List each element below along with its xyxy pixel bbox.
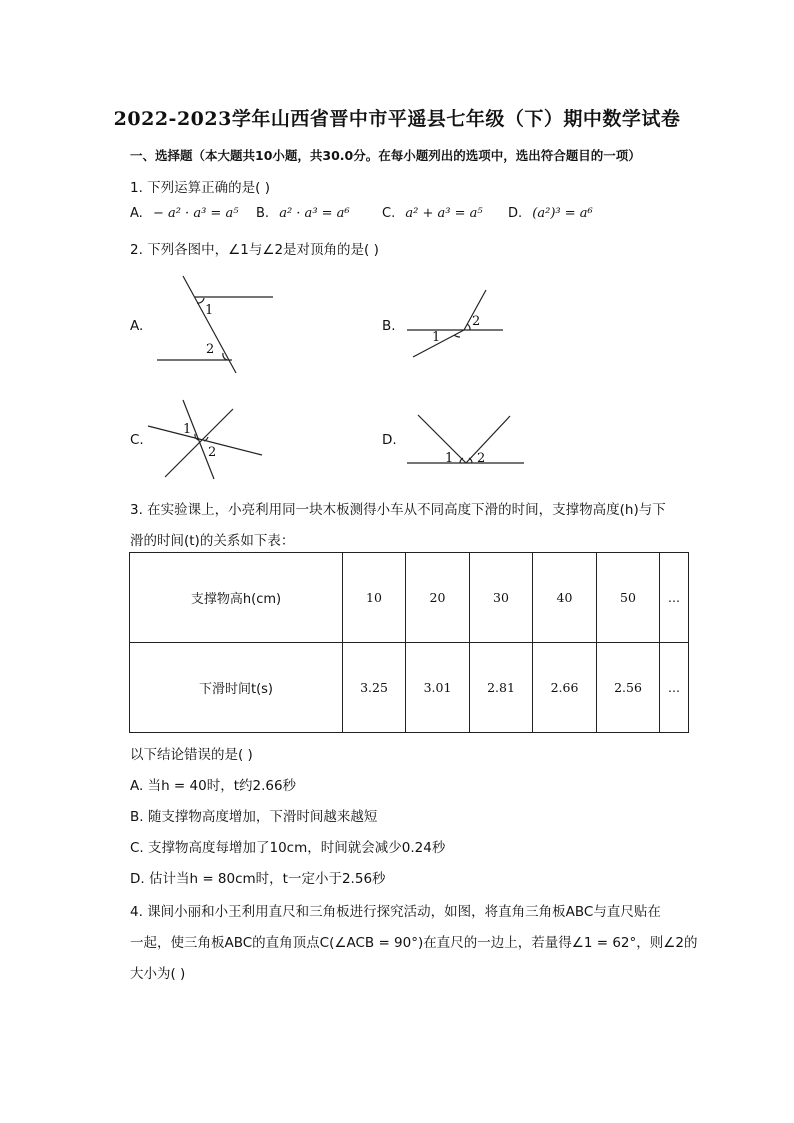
fig-c-label-2: 2 [208,445,217,460]
q1-option-b-expr: a² · a³ = a⁶ [279,206,350,221]
fig-b-label-2: 2 [472,314,481,329]
q3-question: 以下结论错误的是( ) [130,747,253,763]
fig-c-line2 [183,400,217,479]
fig-c-label-1: 1 [183,422,192,437]
row1-cell: 40 [533,553,597,643]
fig-d-label-2: 2 [477,451,486,466]
row1-header: 支撑物高h(cm) [130,553,343,643]
q2-option-c-label: C. [130,432,144,448]
row2-cell: ... [660,643,689,733]
q3-stem-line1: 3. 在实验课上，小亮利用同一块木板测得小车从不同高度下滑的时间，支撑物高度(h)与下 [130,502,666,518]
q2-stem: 2. 下列各图中，∠1与∠2是对顶角的是( ) [130,242,379,258]
row2-header: 下滑时间t(s) [130,643,343,733]
q1-option-b-letter: B. [256,206,270,221]
q3-option-a: A. 当h = 40时，t约2.66秒 [130,778,297,794]
page-title: 2022-2023学年山西省晋中市平遥县七年级（下）期中数学试卷 [113,108,681,130]
fig-c-line3 [165,409,233,477]
q4-line1: 4. 课间小丽和小王利用直尺和三角板进行探究活动，如图，将直角三角板ABC与直尺贴在 [130,904,661,920]
q2-option-a-label: A. [130,318,144,334]
fig-b-label-1: 1 [432,330,441,345]
q4-line2: 一起，使三角板ABC的直角顶点C(∠ACB = 90°)在直尺的一边上，若量得∠1 = 62°，则∠2的 [130,935,698,951]
row2-cell: 3.25 [343,643,406,733]
q2-option-b-label: B. [382,318,396,334]
q2-figures [0,0,794,500]
q1-option-c-letter: C. [382,206,396,221]
row1-cell: 50 [597,553,660,643]
fig-d-arc2 [469,458,472,463]
q3-data-table [129,552,689,733]
q1-option-a-letter: A. [130,206,143,221]
fig-d-label-1: 1 [445,451,454,466]
row1-cell: 20 [406,553,470,643]
fig-b-arc1 [454,335,460,337]
q3-option-c: C. 支撑物高度每增加了10cm，时间就会减少0.24秒 [130,840,446,856]
q1-option-c-expr: a² + a³ = a⁵ [405,206,483,221]
fig-a-label-2: 2 [206,342,215,357]
row1-cell: 10 [343,553,406,643]
fig-b-arc2 [467,324,470,330]
q1-option-a-expr: − a² · a³ = a⁵ [152,206,239,221]
q3-option-d: D. 估计当h = 80cm时，t一定小于2.56秒 [130,871,386,887]
q3-stem-line2: 滑的时间(t)的关系如下表： [130,533,295,549]
row1-cell: ... [660,553,689,643]
row2-cell: 2.81 [470,643,533,733]
row2-cell: 3.01 [406,643,470,733]
table-row [130,643,689,733]
fig-d-ray-right [466,416,510,463]
row2-cell: 2.56 [597,643,660,733]
q1-option-d-letter: D. [508,206,523,221]
fig-d-ray-left [418,415,466,463]
q1-option-d-expr: (a²)³ = a⁶ [532,206,593,221]
row2-cell: 2.66 [533,643,597,733]
fig-a-label-1: 1 [205,303,214,318]
q3-option-b: B. 随支撑物高度增加，下滑时间越来越短 [130,809,378,825]
q4-line3: 大小为( ) [130,966,186,982]
q2-option-d-label: D. [382,432,397,448]
section-heading: 一、选择题（本大题共10小题，共30.0分。在每小题列出的选项中，选出符合题目的一项） [130,148,641,163]
table-row [130,553,689,643]
fig-d-arc1 [460,458,463,463]
row1-cell: 30 [470,553,533,643]
q1-stem: 1. 下列运算正确的是( ) [130,180,270,196]
fig-a-transversal [183,276,236,373]
